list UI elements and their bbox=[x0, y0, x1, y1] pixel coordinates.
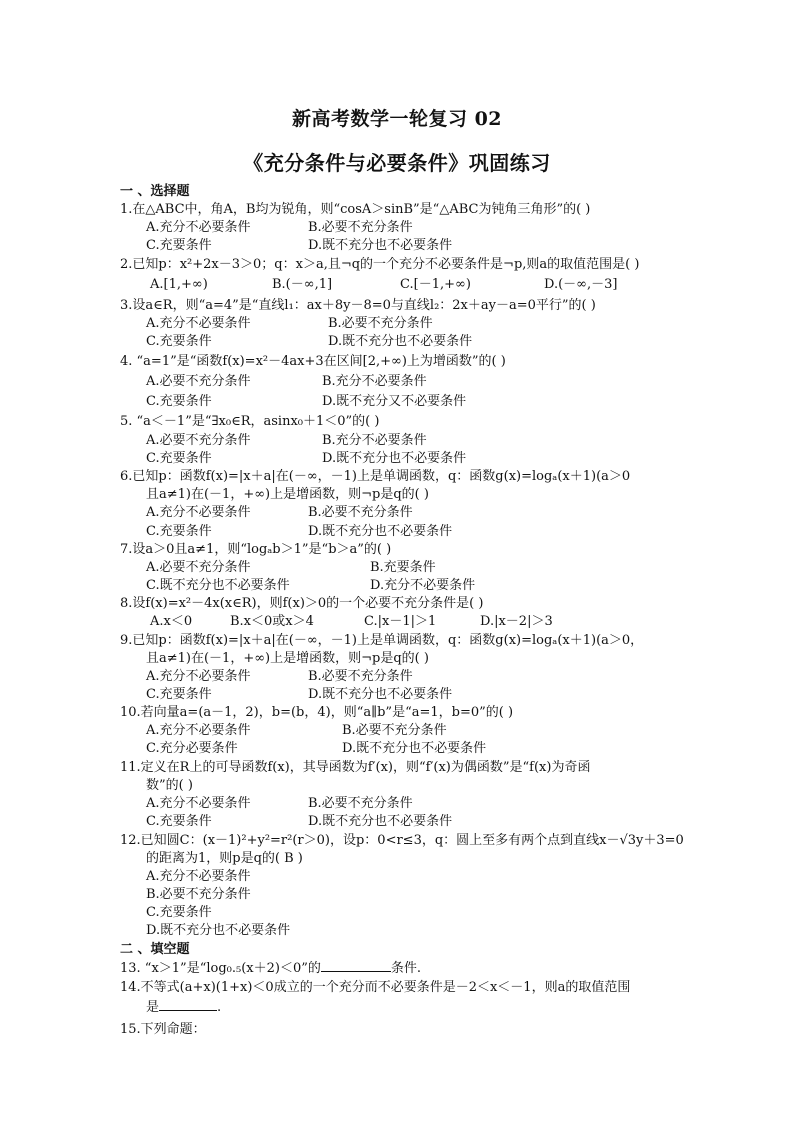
question-14-blank[interactable] bbox=[159, 998, 217, 1011]
question-9-line-1: 9.已知p：函数f(x)=|x＋a|在(－∞，－1)上是单调函数，q：函数g(x)=logₐ(x＋1)(a＞0， bbox=[120, 633, 644, 648]
question-6-option-a: A.充分不必要条件 bbox=[146, 505, 251, 520]
question-2-option-a: A.[1,+∞) bbox=[150, 277, 208, 292]
question-9-option-c: C.充要条件 bbox=[146, 687, 212, 702]
question-10-option-d: D.既不充分也不必要条件 bbox=[342, 741, 487, 756]
question-12-option-a: A.充分不必要条件 bbox=[146, 869, 251, 884]
question-9-option-a: A.充分不必要条件 bbox=[146, 669, 251, 684]
question-2-option-d: D.(－∞,－3] bbox=[544, 277, 618, 292]
question-9-option-b: B.必要不充分条件 bbox=[308, 669, 413, 684]
question-14-suffix: . bbox=[217, 1000, 222, 1015]
question-5: 5. “a＜－1”是“∃x₀∈R，asinx₀＋1＜0”的( ) bbox=[120, 414, 380, 429]
question-6-line-1: 6.已知p：函数f(x)=|x＋a|在(－∞，－1)上是单调函数，q：函数g(x)=logₐ(x＋1)(a＞0 bbox=[120, 469, 631, 484]
question-1-option-d: D.既不充分也不必要条件 bbox=[308, 238, 453, 253]
question-8-option-a: A.x＜0 bbox=[150, 614, 193, 629]
question-12-option-c: C.充要条件 bbox=[146, 905, 212, 920]
question-11-option-d: D.既不充分也不必要条件 bbox=[308, 814, 453, 829]
question-2: 2.已知p：x²+2x－3＞0；q：x＞a,且¬q的一个充分不必要条件是¬p,则a的取值范围是( ) bbox=[120, 257, 640, 272]
question-6-option-b: B.必要不充分条件 bbox=[308, 505, 413, 520]
question-11-line-1: 11.定义在R上的可导函数f(x)，其导函数为f′(x)，则“f′(x)为偶函数”是“f(x)为奇函 bbox=[120, 760, 591, 775]
question-4: 4. “a=1”是“函数f(x)=x²－4ax+3在区间[2,+∞)上为增函数”的( ) bbox=[120, 354, 506, 369]
question-7-option-b: B.充要条件 bbox=[370, 560, 436, 575]
question-13-blank[interactable] bbox=[321, 959, 391, 972]
question-3: 3.设a∈R，则“a=4”是“直线l₁：ax＋8y－8=0与直线l₂：2x＋ay－a=0平行”的( ) bbox=[120, 298, 596, 313]
question-6-option-c: C.充要条件 bbox=[146, 524, 212, 539]
question-10-option-c: C.充分必要条件 bbox=[146, 741, 238, 756]
question-13-text: 13. “x＞1”是“log₀.₅(x＋2)＜0”的 bbox=[120, 961, 321, 976]
question-11-option-c: C.充要条件 bbox=[146, 814, 212, 829]
question-4-option-c: C.充要条件 bbox=[146, 394, 212, 409]
question-1-option-a: A.充分不必要条件 bbox=[146, 220, 251, 235]
question-5-option-b: B.充分不必要条件 bbox=[322, 433, 427, 448]
question-10-option-b: B.必要不充分条件 bbox=[342, 723, 447, 738]
question-12-option-b: B.必要不充分条件 bbox=[146, 887, 251, 902]
question-12-option-d: D.既不充分也不必要条件 bbox=[146, 923, 291, 938]
question-5-option-d: D.既不充分也不必要条件 bbox=[322, 451, 467, 466]
question-7-option-a: A.必要不充分条件 bbox=[146, 560, 251, 575]
question-11-option-a: A.充分不必要条件 bbox=[146, 796, 251, 811]
document-subtitle: 《充分条件与必要条件》巩固练习 bbox=[243, 151, 551, 175]
question-7: 7.设a＞0且a≠1，则“logₐb＞1”是“b＞a”的( ) bbox=[120, 542, 392, 557]
question-12-line-1: 12.已知圆C：(x－1)²+y²=r²(r＞0)，设p：0<r≤3，q：圆上至多有两个点到直线x－√3y＋3=0 bbox=[120, 833, 684, 848]
question-14-line-2 bbox=[146, 998, 221, 1016]
question-4-option-a: A.必要不充分条件 bbox=[146, 374, 251, 389]
question-9-option-d: D.既不充分也不必要条件 bbox=[308, 687, 453, 702]
document-title: 新高考数学一轮复习 02 bbox=[291, 108, 503, 130]
question-3-option-a: A.充分不必要条件 bbox=[146, 316, 251, 331]
question-1-option-c: C.充要条件 bbox=[146, 238, 212, 253]
section-heading-fill: 二 、填空题 bbox=[120, 942, 190, 957]
question-2-option-c: C.[－1,+∞) bbox=[400, 277, 471, 292]
question-3-option-b: B.必要不充分条件 bbox=[328, 316, 433, 331]
question-13-suffix: 条件. bbox=[390, 961, 422, 976]
question-5-option-a: A.必要不充分条件 bbox=[146, 433, 251, 448]
question-4-option-d: D.既不充分又不必要条件 bbox=[322, 394, 467, 409]
question-6-option-d: D.既不充分也不必要条件 bbox=[308, 524, 453, 539]
question-8-option-d: D.|x－2|＞3 bbox=[480, 614, 553, 629]
question-14-text: 是 bbox=[146, 1000, 160, 1015]
question-2-option-b: B.(－∞,1] bbox=[272, 277, 333, 292]
question-8: 8.设f(x)=x²－4x(x∈R)，则f(x)＞0的一个必要不充分条件是( ) bbox=[120, 596, 484, 611]
question-8-option-b: B.x＜0或x＞4 bbox=[230, 614, 314, 629]
section-heading-choice: 一 、选择题 bbox=[120, 184, 190, 199]
question-12-line-2: 的距离为1，则p是q的( B ) bbox=[146, 851, 303, 866]
question-5-option-c: C.充要条件 bbox=[146, 451, 212, 466]
question-10: 10.若向量a=(a－1，2)，b=(b，4)，则“a∥b”是“a=1，b=0”的( ) bbox=[120, 705, 514, 720]
question-7-option-c: C.既不充分也不必要条件 bbox=[146, 578, 290, 593]
question-10-option-a: A.充分不必要条件 bbox=[146, 723, 251, 738]
question-1: 1.在△ABC中，角A，B均为锐角，则“cosA＞sinB”是“△ABC为钝角三角形”的( ) bbox=[120, 202, 591, 217]
question-8-option-c: C.|x－1|＞1 bbox=[364, 614, 437, 629]
question-11-option-b: B.必要不充分条件 bbox=[308, 796, 413, 811]
question-11-line-2: 数”的( ) bbox=[146, 778, 193, 793]
question-7-option-d: D.充分不必要条件 bbox=[370, 578, 476, 593]
question-4-option-b: B.充分不必要条件 bbox=[322, 374, 427, 389]
question-3-option-c: C.充要条件 bbox=[146, 334, 212, 349]
question-9-line-2: 且a≠1)在(－1，+∞)上是增函数，则¬p是q的( ) bbox=[146, 651, 429, 666]
question-1-option-b: B.必要不充分条件 bbox=[308, 220, 413, 235]
question-15: 15.下列命题： bbox=[120, 1022, 206, 1037]
question-6-line-2: 且a≠1)在(－1，+∞)上是增函数，则¬p是q的( ) bbox=[146, 487, 429, 502]
question-14-line-1: 14.不等式(a+x)(1+x)＜0成立的一个充分而不必要条件是－2＜x＜－1，则a的取值范围 bbox=[120, 980, 631, 995]
question-3-option-d: D.既不充分也不必要条件 bbox=[328, 334, 473, 349]
question-13 bbox=[120, 959, 421, 977]
